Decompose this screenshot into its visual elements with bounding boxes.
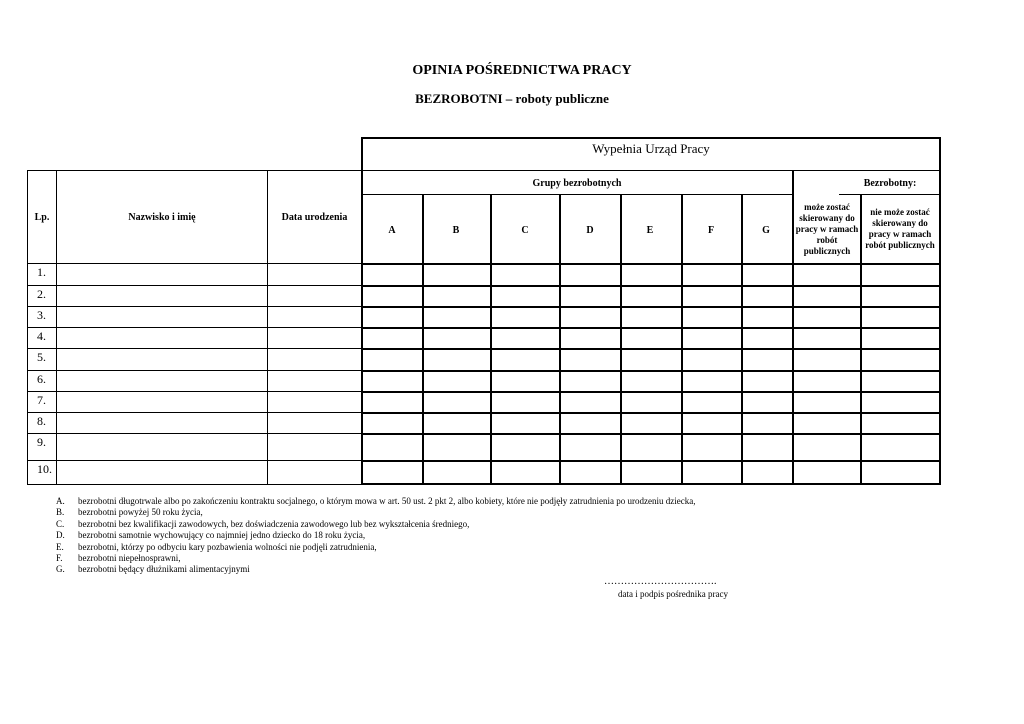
office-header: Wypełnia Urząd Pracy	[592, 140, 710, 156]
col-dob-header: Data urodzenia	[281, 211, 348, 223]
group-label-c: C	[521, 224, 529, 236]
legend-text: bezrobotni powyżej 50 roku życia,	[78, 507, 203, 518]
legend-key: E.	[56, 541, 64, 552]
legend-text: bezrobotni, którzy po odbyciu kary pozbawienia wolności nie podjęli zatrudnienia,	[78, 541, 377, 552]
table-rule	[361, 170, 941, 171]
table-rule	[27, 460, 362, 461]
col-name-header: Nazwisko i imię	[128, 211, 196, 223]
legend-item	[56, 496, 696, 507]
form-title: OPINIA POŚREDNICTWA PRACY	[412, 63, 632, 78]
table-rule	[27, 263, 362, 264]
table-rule	[27, 391, 362, 392]
legend-item	[56, 519, 696, 530]
row-number: 8.	[37, 414, 46, 428]
row-number: 5.	[37, 350, 46, 364]
table-rule	[559, 194, 561, 485]
table-rule	[361, 412, 941, 414]
table-rule	[27, 327, 362, 328]
can-be-sent-header: może zostać skierowany do pracy w ramach robót publicznych	[795, 201, 859, 256]
bezrobotny-header: Bezrobotny:	[863, 177, 917, 189]
legend-item	[56, 530, 696, 541]
groups-header: Grupy bezrobotnych	[532, 177, 622, 189]
legend-key: C.	[56, 518, 65, 529]
table-rule	[361, 433, 941, 435]
table-rule	[361, 194, 793, 195]
row-number: 1.	[37, 265, 46, 279]
table-rule	[361, 370, 941, 372]
legend-key: B.	[56, 507, 65, 518]
table-rule	[27, 433, 362, 434]
row-number: 4.	[37, 329, 46, 343]
group-label-d: D	[586, 224, 594, 236]
legend-text: bezrobotni bez kwalifikacji zawodowych, bez doświadczenia zawodowego lub bez wykształcenia średniego,	[78, 518, 470, 529]
table-rule	[361, 483, 941, 485]
table-rule	[361, 263, 941, 265]
table-rule	[27, 348, 362, 349]
col-lp-header: Lp.	[34, 211, 50, 223]
row-number: 3.	[37, 308, 46, 322]
row-number: 6.	[37, 372, 46, 386]
table-rule	[27, 285, 362, 286]
legend-text: bezrobotni samotnie wychowujący co najmniej jedno dziecko do 18 roku życia,	[78, 530, 366, 541]
table-rule	[681, 194, 683, 485]
table-rule	[361, 460, 941, 462]
legend-text: bezrobotni długotrwale albo po zakończeniu kontraktu socjalnego, o którym mowa w art. 50 ust. 2 pkt 2, albo kobiety, które nie podjęły zatrudnienia po urodzeniu dziecka,	[78, 496, 696, 506]
group-label-g: G	[762, 224, 770, 236]
row-number: 9.	[37, 435, 46, 449]
table-rule	[361, 348, 941, 350]
legend-item	[56, 507, 696, 518]
legend-key: D.	[56, 530, 65, 541]
legend-item	[56, 553, 696, 564]
signature-caption: data i podpis pośrednika pracy	[618, 589, 728, 599]
table-rule	[27, 170, 362, 171]
legend-key: F.	[56, 553, 63, 564]
group-label-e: E	[646, 224, 654, 236]
table-rule	[741, 194, 743, 485]
table-rule	[361, 391, 941, 393]
legend-text: bezrobotni będący dłużnikami alimentacyjnymi	[78, 564, 250, 575]
table-rule	[361, 306, 941, 308]
table-rule	[490, 194, 492, 485]
table-rule	[422, 194, 424, 485]
table-rule	[27, 306, 362, 307]
signature-line: …………………………….	[604, 576, 717, 587]
legend-key: G.	[56, 564, 65, 575]
table-rule	[361, 327, 941, 329]
cannot-be-sent-header: nie może zostać skierowany do pracy w ramach robót publicznych	[865, 207, 935, 250]
group-label-b: B	[452, 224, 460, 236]
group-label-a: A	[388, 224, 396, 236]
row-number: 7.	[37, 393, 46, 407]
table-rule	[620, 194, 622, 485]
legend-item	[56, 542, 696, 553]
table-rule	[361, 285, 941, 287]
table-rule	[27, 412, 362, 413]
form-subtitle: BEZROBOTNI – roboty publiczne	[415, 91, 609, 106]
table-rule	[27, 484, 362, 485]
legend-text: bezrobotni niepełnosprawni,	[78, 553, 181, 564]
row-number: 10.	[37, 462, 52, 476]
group-label-f: F	[707, 224, 715, 236]
table-rule	[27, 370, 362, 371]
legend-item	[56, 564, 696, 575]
row-number: 2.	[37, 287, 46, 301]
legend-key: A.	[56, 496, 65, 506]
group-legend	[56, 496, 696, 576]
